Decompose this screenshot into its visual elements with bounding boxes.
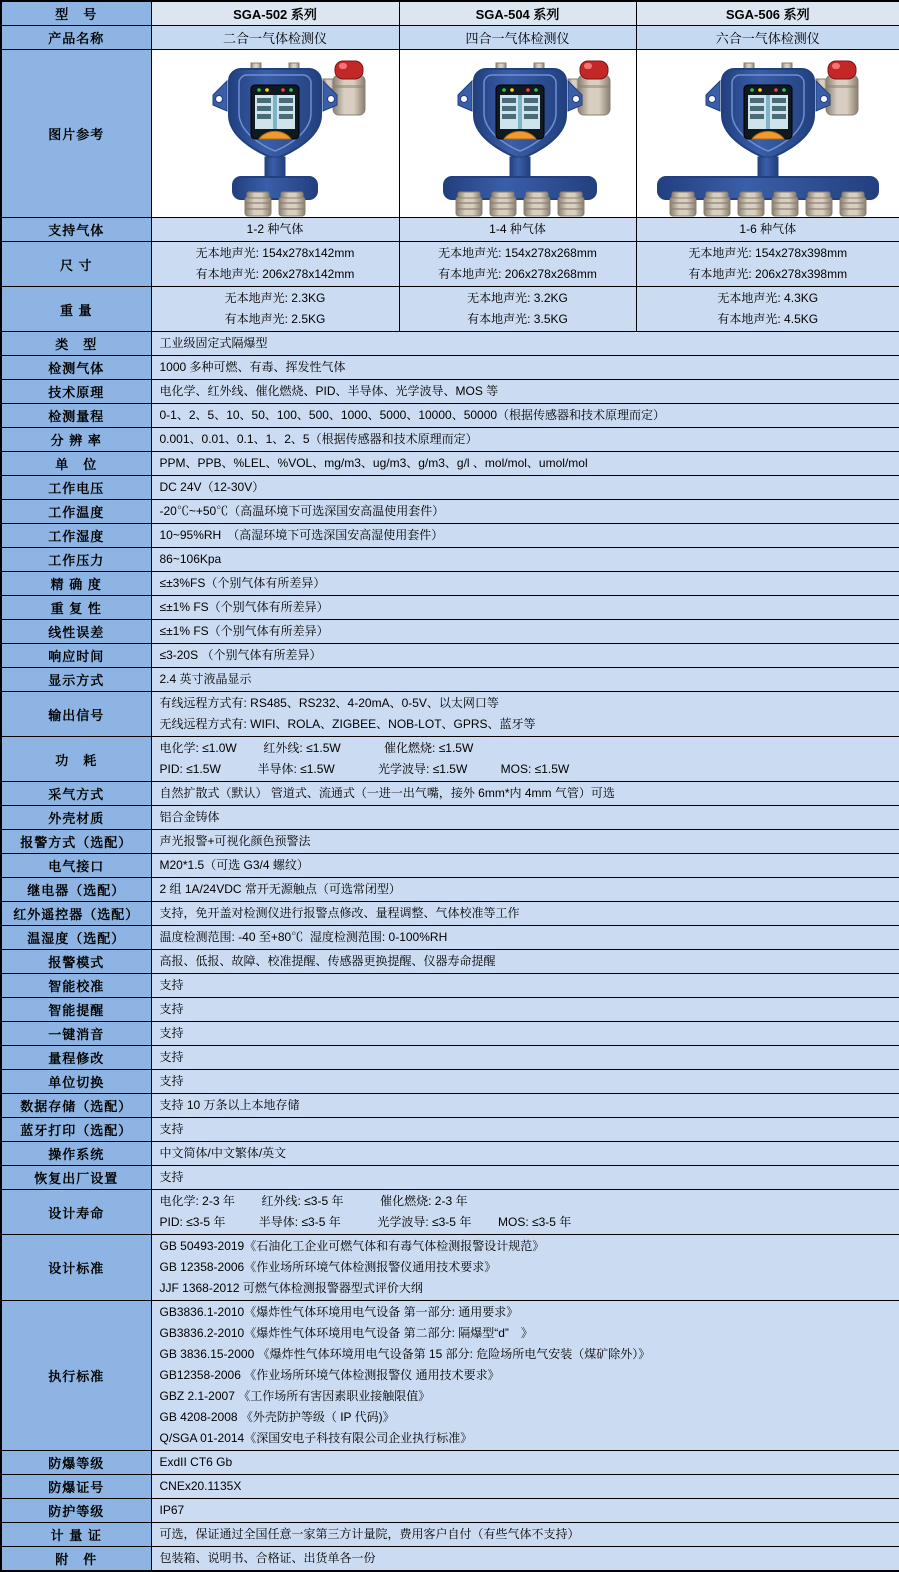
row-label: 执行标准 <box>1 1301 151 1451</box>
spec-line: 电化学: ≤1.0W 红外线: ≤1.5W 催化燃烧: ≤1.5W <box>159 741 474 755</box>
spec-line: 铝合金铸体 <box>159 810 220 824</box>
spec-line: 无本地声光: 3.2KG <box>467 291 568 305</box>
gas-detector-illustration <box>400 51 637 217</box>
table-row <box>1 854 899 878</box>
row-label: 线性误差 <box>1 620 151 644</box>
spec-value-cell <box>151 737 899 782</box>
product-image-cell <box>151 50 399 218</box>
spec-line: PID: ≤3-5 年 半导体: ≤3-5 年 光学波导: ≤3-5 年 MOS: ≤3-5 年 <box>159 1215 572 1229</box>
model-header-cell: SGA-502 系列 <box>151 1 399 26</box>
spec-line: GB 3836.15-2000 《爆炸性气体环境用电气设备第 15 部分: 危险场所电气安装（煤矿除外）》 <box>159 1347 651 1361</box>
row-label: 一键消音 <box>1 1022 151 1046</box>
product-name-cell: 六合一气体检测仪 <box>636 26 899 50</box>
spec-line: 有本地声光: 3.5KG <box>467 312 568 326</box>
spec-line: 可选，保证通过全国任意一家第三方计量院，费用客户自付（有些气体不支持） <box>159 1527 580 1541</box>
spec-line: Q/SGA 01-2014《深国安电子科技有限公司企业执行标准》 <box>159 1431 473 1445</box>
spec-value-cell <box>151 596 899 620</box>
row-label: 显示方式 <box>1 668 151 692</box>
model-header-cell: SGA-506 系列 <box>636 1 899 26</box>
spec-line: 0.001、0.01、0.1、1、2、5（根据传感器和技术原理而定） <box>159 432 478 446</box>
spec-value-cell <box>151 806 899 830</box>
table-row <box>1 356 899 380</box>
table-row <box>1 1523 899 1547</box>
table-row <box>1 1118 899 1142</box>
spec-line: 支持 <box>159 1074 184 1088</box>
spec-value-cell <box>151 854 899 878</box>
spec-value-cell <box>151 356 899 380</box>
table-row <box>1 1094 899 1118</box>
spec-value-cell <box>151 1022 899 1046</box>
table-row <box>1 332 899 356</box>
row-label: 工作电压 <box>1 476 151 500</box>
spec-value-cell <box>151 332 899 356</box>
detector-screen <box>496 85 544 139</box>
product-name-cell: 二合一气体检测仪 <box>151 26 399 50</box>
spec-value-cell <box>151 1142 899 1166</box>
spec-line: ≤±1% FS（个别气体有所差异） <box>159 600 329 614</box>
spec-value-cell <box>151 476 899 500</box>
spec-value-cell <box>399 242 636 287</box>
spec-value-cell <box>151 452 899 476</box>
spec-value-cell <box>151 668 899 692</box>
product-image-cell <box>399 50 636 218</box>
spec-value-cell <box>151 878 899 902</box>
spec-value-cell <box>151 830 899 854</box>
spec-value-cell <box>151 548 899 572</box>
row-label: 智能提醒 <box>1 998 151 1022</box>
spec-line: 无本地声光: 4.3KG <box>717 291 819 305</box>
spec-line: 1000 多种可燃、有毒、挥发性气体 <box>159 360 346 374</box>
spec-line: PID: ≤1.5W 半导体: ≤1.5W 光学波导: ≤1.5W MOS: ≤1.5W <box>159 762 570 776</box>
row-label: 设计标准 <box>1 1235 151 1301</box>
spec-line: 电化学: 2-3 年 红外线: ≤3-5 年 催化燃烧: 2-3 年 <box>159 1194 468 1208</box>
table-row <box>1 692 899 737</box>
spec-line: GB3836.2-2010《爆炸性气体环境用电气设备 第二部分: 隔爆型“d” 》 <box>159 1326 533 1340</box>
row-label: 继电器（选配） <box>1 878 151 902</box>
spec-line: 无线远程方式有: WIFI、ROLA、ZIGBEE、NOB-LOT、GPRS、蓝牙等 <box>159 717 536 731</box>
row-label: 分 辨 率 <box>1 428 151 452</box>
row-label: 报警方式（选配） <box>1 830 151 854</box>
spec-value-cell <box>151 1190 899 1235</box>
table-row <box>1 782 899 806</box>
spec-line: 有本地声光: 2.5KG <box>224 312 326 326</box>
table-row <box>1 1166 899 1190</box>
row-label: 工作湿度 <box>1 524 151 548</box>
row-label: 操作系统 <box>1 1142 151 1166</box>
table-row <box>1 1301 899 1451</box>
spec-value-cell <box>151 644 899 668</box>
table-row <box>1 476 899 500</box>
spec-line: GB 50493-2019《石油化工企业可燃气体和有毒气体检测报警设计规范》 <box>159 1239 545 1253</box>
table-row <box>1 806 899 830</box>
spec-value-cell <box>151 1070 899 1094</box>
detector-screen <box>744 85 792 139</box>
spec-line: 86~106Kpa <box>159 552 222 566</box>
row-label: 检测气体 <box>1 356 151 380</box>
row-label: 量程修改 <box>1 1046 151 1070</box>
table-row <box>1 287 899 332</box>
row-label: 尺 寸 <box>1 242 151 287</box>
spec-line: 电化学、红外线、催化燃烧、PID、半导体、光学波导、MOS 等 <box>159 384 499 398</box>
spec-value-cell <box>399 287 636 332</box>
spec-line: 无本地声光: 154x278x268mm <box>438 246 597 260</box>
spec-line: ≤3-20S （个别气体有所差异） <box>159 648 322 662</box>
spec-line: IP67 <box>159 1503 185 1517</box>
table-row <box>1 500 899 524</box>
row-label: 防爆证号 <box>1 1475 151 1499</box>
spec-value-cell <box>636 287 899 332</box>
table-row <box>1 242 899 287</box>
row-label: 设计寿命 <box>1 1190 151 1235</box>
row-label: 蓝牙打印（选配） <box>1 1118 151 1142</box>
spec-line: ≤±3%FS（个别气体有所差异） <box>159 576 326 590</box>
spec-value-cell <box>151 950 899 974</box>
spec-line: 支持 <box>159 1026 184 1040</box>
spec-line: GB 12358-2006《作业场所环境气体检测报警仪通用技术要求》 <box>159 1260 497 1274</box>
spec-line: 2 组 1A/24VDC 常开无源触点（可选常闭型） <box>159 882 401 896</box>
row-label: 响应时间 <box>1 644 151 668</box>
spec-line: 2.4 英寸液晶显示 <box>159 672 252 686</box>
table-row <box>1 380 899 404</box>
table-row <box>1 1046 899 1070</box>
spec-line: 高报、低报、故障、校准提醒、传感器更换提醒、仪器寿命提醒 <box>159 954 496 968</box>
model-header-cell: SGA-504 系列 <box>399 1 636 26</box>
spec-line: 支持 10 万条以上本地存储 <box>159 1098 300 1112</box>
table-row <box>1 1235 899 1301</box>
spec-value-cell <box>151 242 399 287</box>
spec-line: 中文简体/中文繁体/英文 <box>159 1146 287 1160</box>
spec-line: 有线远程方式有: RS485、RS232、4-20mA、0-5V、以太网口等 <box>159 696 499 710</box>
image-row <box>1 50 899 218</box>
spec-line: 有本地声光: 4.5KG <box>717 312 819 326</box>
row-label: 计 量 证 <box>1 1523 151 1547</box>
spec-line: DC 24V（12-30V） <box>159 480 265 494</box>
row-label: 输出信号 <box>1 692 151 737</box>
spec-line: GB12358-2006 《作业场所环境气体检测报警仪 通用技术要求》 <box>159 1368 500 1382</box>
spec-value-cell <box>151 1046 899 1070</box>
spec-value-cell <box>151 524 899 548</box>
spec-line: 有本地声光: 206x278x398mm <box>688 267 848 281</box>
table-row <box>1 644 899 668</box>
row-label: 产品名称 <box>1 26 151 50</box>
spec-line: GB3836.1-2010《爆炸性气体环境用电气设备 第一部分: 通用要求》 <box>159 1305 519 1319</box>
spec-value-cell <box>636 218 899 242</box>
table-row <box>1 428 899 452</box>
table-row <box>1 878 899 902</box>
spec-value-cell <box>151 404 899 428</box>
spec-line: ExdII CT6 Gb <box>159 1455 233 1469</box>
spec-value-cell <box>151 692 899 737</box>
row-label: 智能校准 <box>1 974 151 998</box>
spec-line: 无本地声光: 2.3KG <box>224 291 326 305</box>
spec-value-cell <box>151 1118 899 1142</box>
spec-line: 包装箱、说明书、合格证、出货单各一份 <box>159 1551 376 1565</box>
spec-value-cell <box>151 380 899 404</box>
row-label: 恢复出厂设置 <box>1 1166 151 1190</box>
row-label: 外壳材质 <box>1 806 151 830</box>
spec-line: 1-4 种气体 <box>489 222 546 236</box>
row-label: 采气方式 <box>1 782 151 806</box>
spec-line: 无本地声光: 154x278x142mm <box>195 246 355 260</box>
product-name-cell: 四合一气体检测仪 <box>399 26 636 50</box>
spec-line: 无本地声光: 154x278x398mm <box>688 246 848 260</box>
spec-value-cell <box>151 1235 899 1301</box>
spec-value-cell <box>151 218 399 242</box>
gas-detector-illustration <box>155 51 395 217</box>
spec-value-cell <box>151 902 899 926</box>
row-label: 重 量 <box>1 287 151 332</box>
table-row <box>1 404 899 428</box>
spec-value-cell <box>636 242 899 287</box>
table-row <box>1 1070 899 1094</box>
table-row <box>1 950 899 974</box>
row-label: 温湿度（选配） <box>1 926 151 950</box>
table-row <box>1 974 899 998</box>
spec-line: 0-1、2、5、10、50、100、500、1000、5000、10000、50000（根据传感器和技术原理而定） <box>159 408 666 422</box>
spec-line: 1-2 种气体 <box>246 222 304 236</box>
spec-value-cell <box>151 620 899 644</box>
row-label: 工作压力 <box>1 548 151 572</box>
row-label: 重 复 性 <box>1 596 151 620</box>
table-row <box>1 926 899 950</box>
table-row <box>1 737 899 782</box>
row-label: 电气接口 <box>1 854 151 878</box>
row-label: 防护等级 <box>1 1499 151 1523</box>
row-label: 支持气体 <box>1 218 151 242</box>
row-label: 工作温度 <box>1 500 151 524</box>
spec-line: 支持 <box>159 1122 184 1136</box>
table-row <box>1 620 899 644</box>
table-row <box>1 668 899 692</box>
row-label: 附 件 <box>1 1547 151 1572</box>
row-label: 红外遥控器（选配） <box>1 902 151 926</box>
product-name-row <box>1 26 899 50</box>
spec-line: 支持，免开盖对检测仪进行报警点修改、量程调整、气体校准等工作 <box>159 906 520 920</box>
spec-value-cell <box>151 1499 899 1523</box>
table-row <box>1 902 899 926</box>
table-row <box>1 1451 899 1475</box>
table-row <box>1 548 899 572</box>
spec-line: JJF 1368-2012 可燃气体检测报警器型式评价大纲 <box>159 1281 423 1295</box>
row-label: 型 号 <box>1 1 151 26</box>
product-image-cell <box>636 50 899 218</box>
spec-value-cell <box>151 1547 899 1572</box>
spec-value-cell <box>399 218 636 242</box>
table-row <box>1 524 899 548</box>
spec-line: GB 4208-2008 《外壳防护等级（ IP 代码)》 <box>159 1410 395 1424</box>
spec-line: 1-6 种气体 <box>739 222 797 236</box>
table-row <box>1 1022 899 1046</box>
spec-line: 声光报警+可视化颜色预警法 <box>159 834 311 848</box>
spec-line: 自然扩散式（默认） 管道式、流通式（一进一出气嘴，接外 6mm*内 4mm 气管）可选 <box>159 786 615 800</box>
row-label: 图片参考 <box>1 50 151 218</box>
spec-value-cell <box>151 1094 899 1118</box>
row-label: 技术原理 <box>1 380 151 404</box>
table-row <box>1 1547 899 1572</box>
spec-value-cell <box>151 428 899 452</box>
spec-value-cell <box>151 572 899 596</box>
row-label: 功 耗 <box>1 737 151 782</box>
spec-line: 工业级固定式隔爆型 <box>159 336 268 350</box>
spec-line: 10~95%RH （高湿环境下可选深国安高湿使用套件） <box>159 528 444 542</box>
row-label: 防爆等级 <box>1 1451 151 1475</box>
spec-line: 支持 <box>159 1170 184 1184</box>
spec-line: 温度检测范围: -40 至+80℃ 湿度检测范围: 0-100%RH <box>159 930 448 944</box>
spec-line: PPM、PPB、%LEL、%VOL、mg/m3、ug/m3、g/m3、g/l 、mol/mol、umol/mol <box>159 456 588 470</box>
spec-value-cell <box>151 1523 899 1547</box>
row-label: 类 型 <box>1 332 151 356</box>
spec-value-cell <box>151 782 899 806</box>
spec-line: 支持 <box>159 978 184 992</box>
spec-line: CNEx20.1135X <box>159 1479 242 1493</box>
spec-line: ≤±1% FS（个别气体有所差异） <box>159 624 329 638</box>
table-row <box>1 596 899 620</box>
row-label: 报警模式 <box>1 950 151 974</box>
spec-value-cell <box>151 1301 899 1451</box>
spec-value-cell <box>151 500 899 524</box>
spec-line: 有本地声光: 206x278x268mm <box>438 267 597 281</box>
spec-value-cell <box>151 926 899 950</box>
spec-line: GBZ 2.1-2007 《工作场所有害因素职业接触限值》 <box>159 1389 431 1403</box>
spec-value-cell <box>151 287 399 332</box>
row-label: 数据存储（选配） <box>1 1094 151 1118</box>
spec-line: 支持 <box>159 1050 184 1064</box>
spec-line: -20℃~+50℃（高温环境下可选深国安高温使用套件） <box>159 504 445 518</box>
table-row <box>1 452 899 476</box>
table-row <box>1 1190 899 1235</box>
table-row <box>1 998 899 1022</box>
table-row <box>1 1475 899 1499</box>
row-label: 单 位 <box>1 452 151 476</box>
detector-screen <box>251 85 299 139</box>
table-row <box>1 572 899 596</box>
spec-line: 支持 <box>159 1002 184 1016</box>
spec-value-cell <box>151 998 899 1022</box>
spec-value-cell <box>151 1475 899 1499</box>
table-row <box>1 218 899 242</box>
row-label: 单位切换 <box>1 1070 151 1094</box>
spec-line: M20*1.5（可选 G3/4 螺纹） <box>159 858 309 872</box>
row-label: 检测量程 <box>1 404 151 428</box>
table-row <box>1 830 899 854</box>
table-row <box>1 1142 899 1166</box>
spec-value-cell <box>151 974 899 998</box>
spec-value-cell <box>151 1451 899 1475</box>
spec-value-cell <box>151 1166 899 1190</box>
table-row <box>1 1499 899 1523</box>
row-label: 精 确 度 <box>1 572 151 596</box>
gas-detector-illustration <box>648 51 888 217</box>
model-header-row <box>1 1 899 26</box>
spec-line: 有本地声光: 206x278x142mm <box>195 267 355 281</box>
